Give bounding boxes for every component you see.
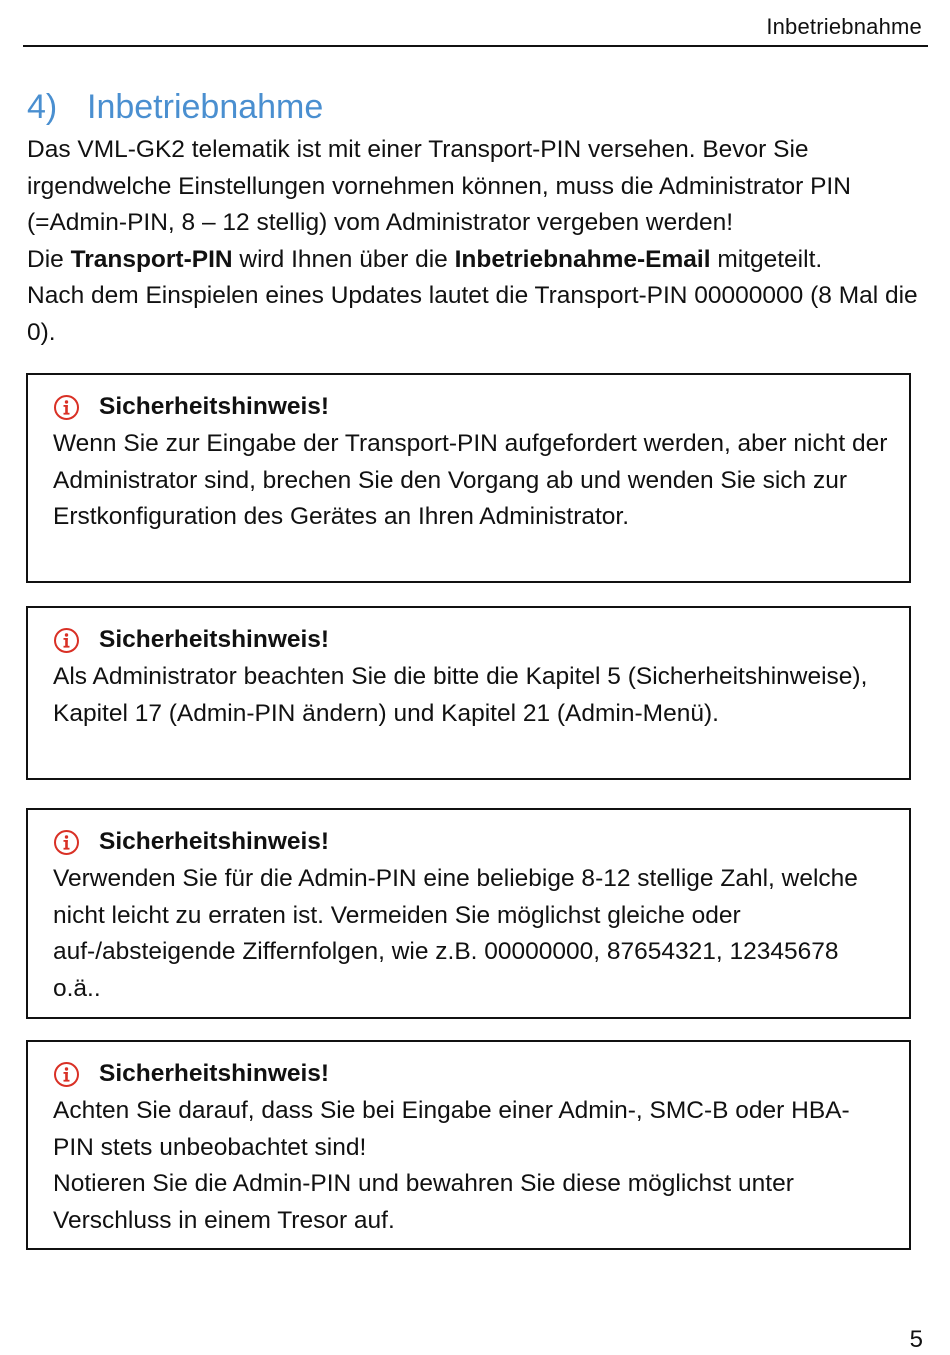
- intro-paragraph-3: Nach dem Einspielen eines Updates lautet die Transport-PIN 00000000 (8 Mal die 0).: [27, 282, 918, 346]
- info-icon: [53, 394, 80, 421]
- security-notice-4: [26, 1040, 911, 1250]
- page-number: 5: [909, 1326, 923, 1353]
- intro-text-segment: mitgeteilt.: [710, 245, 823, 273]
- running-header: Inbetriebnahme: [766, 14, 922, 39]
- inbetriebnahme-email-term: Inbetriebnahme-Email: [454, 245, 711, 273]
- notice-body: Wenn Sie zur Eingabe der Transport-PIN aufgefordert werden, aber nicht der Administrator sind, brechen Sie den Vorgang ab und wenden Sie sich zur Erstkonfiguration des Gerätes an Ihren Administrator.: [53, 429, 888, 531]
- notice-body: Als Administrator beachten Sie die bitte die Kapitel 5 (Sicherheitshinweise), Kapitel 17 (Admin-PIN ändern) und Kapitel 21 (Admin-Menü).: [53, 662, 868, 727]
- intro-text-segment: Die: [27, 245, 71, 273]
- notice-body: Achten Sie darauf, dass Sie bei Eingabe einer Admin-, SMC-B oder HBA-PIN stets unbeobachtet sind!: [53, 1096, 850, 1161]
- notice-body: Notieren Sie die Admin-PIN und bewahren Sie diese möglichst unter Verschluss in einem Tresor auf.: [53, 1170, 794, 1235]
- transport-pin-term: Transport-PIN: [70, 245, 233, 273]
- security-notice-2: [26, 606, 911, 780]
- section-title: Inbetriebnahme: [87, 88, 324, 126]
- notice-title: Sicherheitshinweis!: [99, 828, 330, 855]
- security-notice-1: [26, 373, 911, 583]
- notice-body: Verwenden Sie für die Admin-PIN eine beliebige 8-12 stellige Zahl, welche nicht leicht zu erraten ist. Vermeiden Sie möglichst gleiche oder auf-/absteigende Ziffernfolgen, wie z.B. 00000000, 87654321, 12345678 o.ä..: [53, 864, 858, 1003]
- notice-title: Sicherheitshinweis!: [99, 1060, 330, 1087]
- info-icon: [53, 627, 80, 654]
- intro-paragraph-1: Das VML-GK2 telematik ist mit einer Transport-PIN versehen. Bevor Sie irgendwelche Einstellungen vornehmen können, muss die Administrator PIN (=Admin-PIN, 8 – 12 stellig) vom Administrator vergeben werden!: [27, 136, 851, 237]
- notice-title: Sicherheitshinweis!: [99, 626, 330, 653]
- section-heading: [27, 88, 323, 127]
- notice-title-row: [53, 1056, 889, 1093]
- section-number: 4): [27, 88, 58, 126]
- notice-title-row: [53, 622, 889, 659]
- intro-text-segment: wird Ihnen über die: [232, 245, 455, 273]
- security-notice-3: [26, 808, 911, 1019]
- notice-title: Sicherheitshinweis!: [99, 393, 330, 420]
- header-divider: [23, 45, 928, 47]
- intro-text: [27, 132, 932, 352]
- intro-paragraph-2: [27, 242, 932, 279]
- info-icon: [53, 1061, 80, 1088]
- notice-title-row: [53, 824, 889, 861]
- notice-title-row: [53, 389, 889, 426]
- info-icon: [53, 829, 80, 856]
